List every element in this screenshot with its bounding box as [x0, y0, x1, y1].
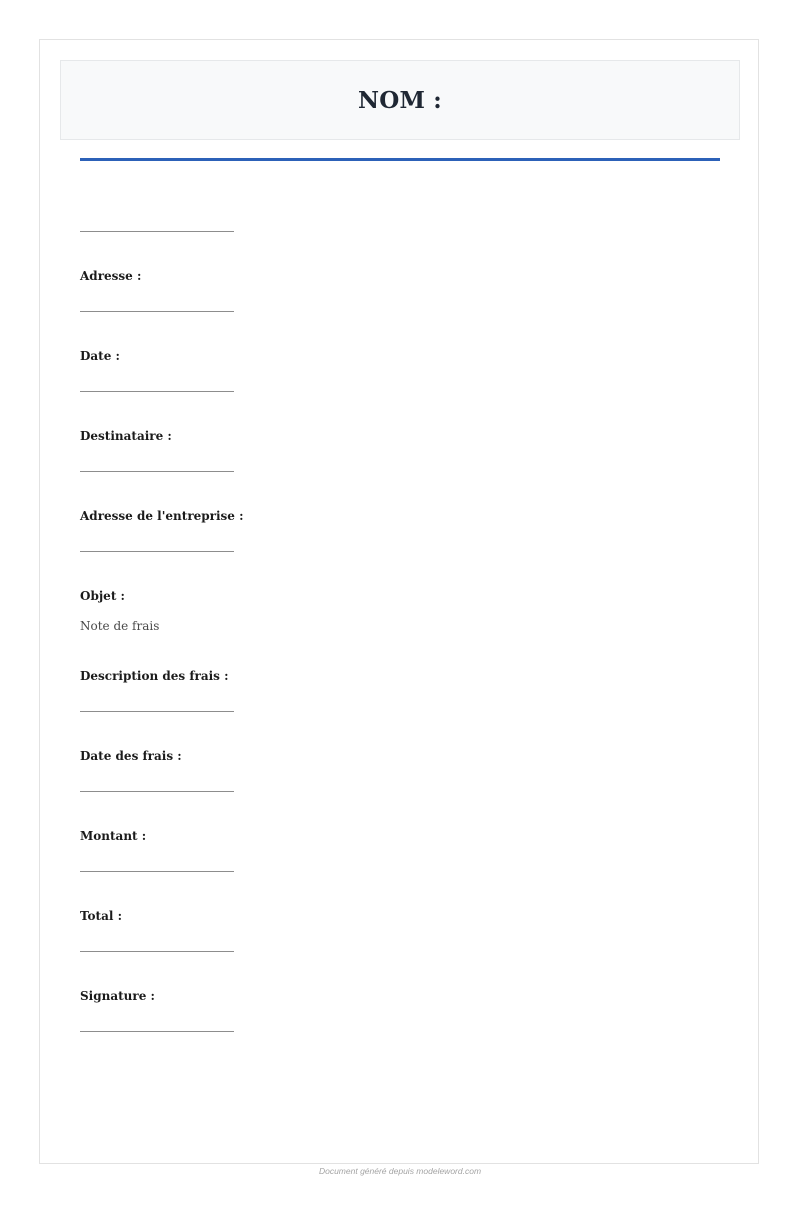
- field-label-adresse-entreprise: Adresse de l'entreprise :: [80, 509, 244, 523]
- document-page: [39, 39, 759, 1164]
- fill-line-adresse-entreprise: [80, 551, 234, 552]
- fill-line-destinataire: [80, 471, 234, 472]
- footer-note: Document généré depuis modeleword.com: [318, 1166, 482, 1176]
- field-label-total: Total :: [80, 909, 123, 923]
- field-label-destinataire: Destinataire :: [80, 429, 172, 443]
- fill-line-signature: [80, 1031, 234, 1032]
- fill-line-name: [80, 231, 234, 232]
- fill-line-date-frais: [80, 791, 234, 792]
- fill-line-montant: [80, 871, 234, 872]
- field-value-objet: Note de frais: [80, 619, 160, 633]
- field-label-adresse: Adresse :: [80, 269, 142, 283]
- title-box: [60, 60, 740, 140]
- accent-divider: [80, 158, 720, 161]
- page-title: NOM :: [357, 86, 442, 114]
- field-label-date-frais: Date des frais :: [80, 749, 182, 763]
- fill-line-description-frais: [80, 711, 234, 712]
- field-label-montant: Montant :: [80, 829, 147, 843]
- field-label-objet: Objet :: [80, 589, 125, 603]
- fill-line-total: [80, 951, 234, 952]
- fill-line-adresse: [80, 311, 234, 312]
- field-label-signature: Signature :: [80, 989, 155, 1003]
- field-label-description-frais: Description des frais :: [80, 669, 229, 683]
- field-label-date: Date :: [80, 349, 120, 363]
- fill-line-date: [80, 391, 234, 392]
